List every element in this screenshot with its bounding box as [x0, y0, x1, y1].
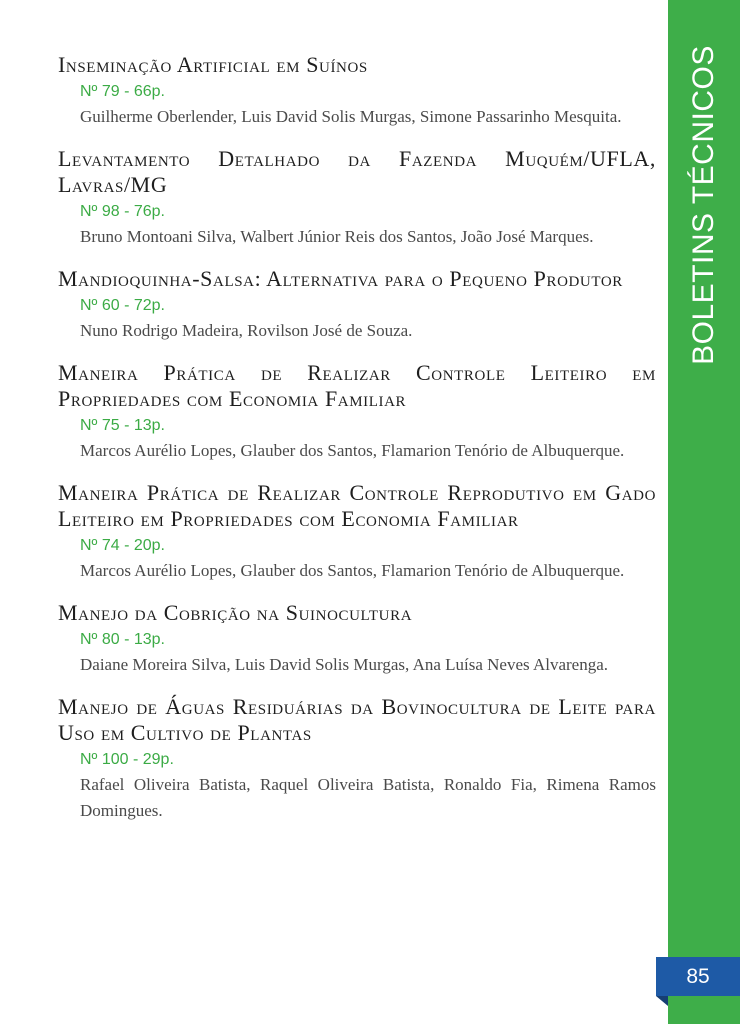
publication-title: Manejo da Cobrição na Suinocultura: [58, 600, 413, 625]
publication-authors: Rafael Oliveira Batista, Raquel Oliveira Batista, Ronaldo Fia, Rimena Ramos Domingues.: [80, 775, 656, 820]
publication-entry: [58, 360, 656, 464]
publication-number: Nº 80 - 13p.: [80, 631, 165, 648]
publication-entry: [58, 52, 656, 130]
publication-number: Nº 60 - 72p.: [80, 297, 165, 314]
publication-number: Nº 98 - 76p.: [80, 203, 165, 220]
publication-authors: Bruno Montoani Silva, Walbert Júnior Reis dos Santos, João José Marques.: [80, 227, 594, 246]
publication-authors: Nuno Rodrigo Madeira, Rovilson José de Souza.: [80, 321, 413, 340]
publication-title: Maneira Prática de Realizar Controle Leiteiro em Propriedades com Economia Familiar: [58, 360, 656, 411]
publication-title: Levantamento Detalhado da Fazenda Muquém/UFLA, Lavras/MG: [58, 146, 656, 197]
section-label: BOLETINS TÉCNICOS: [687, 45, 720, 365]
publication-title: Maneira Prática de Realizar Controle Reprodutivo em Gado Leiteiro em Propriedades com Economia Familiar: [58, 480, 656, 531]
publication-title: Mandioquinha-Salsa: Alternativa para o Pequeno Produtor: [58, 266, 623, 291]
publication-number: Nº 79 - 66p.: [80, 83, 165, 100]
publication-entry: [58, 146, 656, 250]
publication-title: Manejo de Águas Residuárias da Bovinocultura de Leite para Uso em Cultivo de Plantas: [58, 694, 656, 745]
publication-entry: [58, 480, 656, 584]
publication-entry: [58, 694, 656, 824]
publication-entry: [58, 266, 656, 344]
publication-list: [58, 52, 656, 840]
page-tab-fold: [656, 996, 668, 1006]
publication-number: Nº 100 - 29p.: [80, 751, 174, 768]
publication-number: Nº 75 - 13p.: [80, 417, 165, 434]
publication-authors: Marcos Aurélio Lopes, Glauber dos Santos, Flamarion Tenório de Albuquerque.: [80, 561, 625, 580]
publication-title: Inseminação Artificial em Suínos: [58, 52, 368, 77]
publication-authors: Daiane Moreira Silva, Luis David Solis Murgas, Ana Luísa Neves Alvarenga.: [80, 655, 608, 674]
publication-number: Nº 74 - 20p.: [80, 537, 165, 554]
page-number: 85: [656, 957, 740, 996]
publication-authors: Guilherme Oberlender, Luis David Solis Murgas, Simone Passarinho Mesquita.: [80, 107, 622, 126]
publication-entry: [58, 600, 656, 678]
publication-authors: Marcos Aurélio Lopes, Glauber dos Santos, Flamarion Tenório de Albuquerque.: [80, 441, 625, 460]
